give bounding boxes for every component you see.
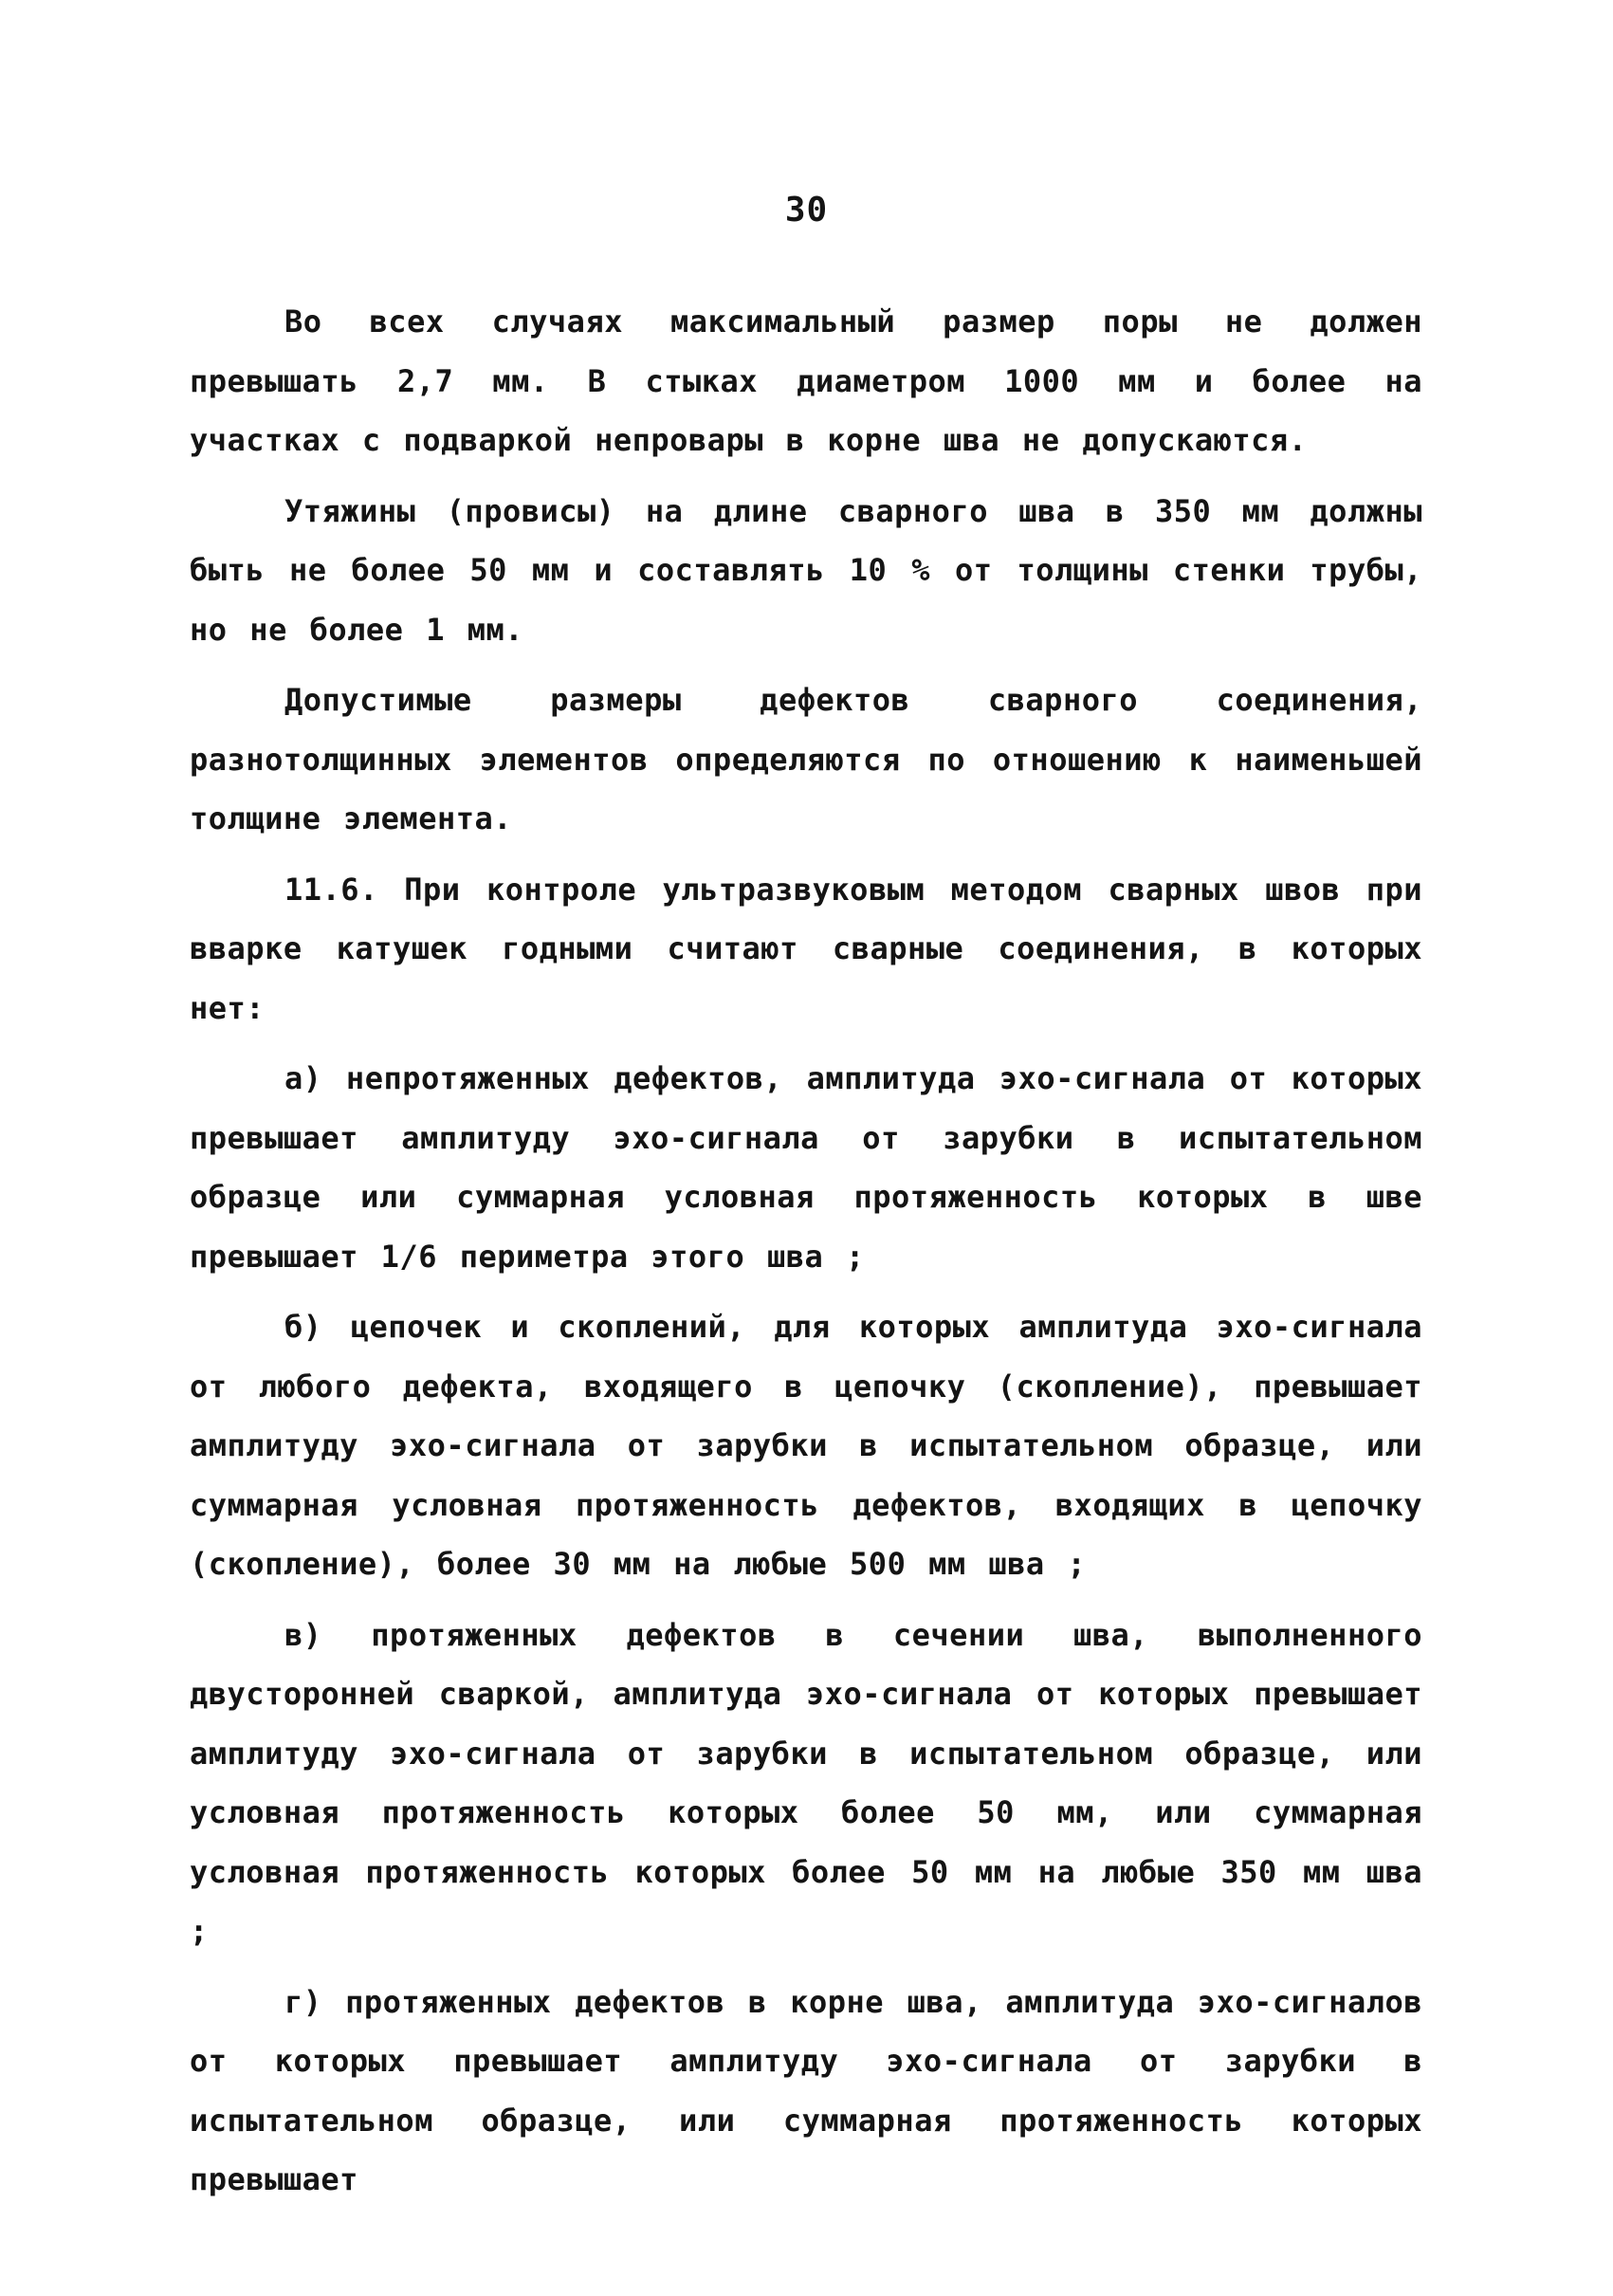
list-item-a: а) непротяженных дефектов, амплитуда эхо-сигнала от которых превышает амплитуду эхо-сигнала от зарубки в испытательном образце или суммарная условная протяженность которых в шве превышает 1/6 периметра этого шва ; — [190, 1060, 1422, 1275]
list-item-b: б) цепочек и скоплений, для которых амплитуда эхо-сигнала от любого дефекта, входящего в цепочку (скопление), превышает амплитуду эхо-сигнала от зарубки в испытательном образце, или суммарная условная протяженность дефектов, входящих в цепочку (скопление), более 30 мм на любые 500 мм шва ; — [190, 1309, 1422, 1582]
paragraph-pore-size: Во всех случаях максимальный размер поры не должен превышать 2,7 мм. В стыках диаметром 1000 мм и более на участках с подваркой непровары в корне шва не допускаются. — [190, 303, 1422, 458]
paragraph-allowable-defects: Допустимые размеры дефектов сварного соединения, разнотолщинных элементов определяются по отношению к наименьшей толщине элемента. — [190, 682, 1422, 836]
document-body — [190, 292, 1422, 2221]
paragraph-section-11-6: 11.6. При контроле ультразвуковым методом сварных швов при вварке катушек годными считают сварные соединения, в которых нет: — [190, 871, 1422, 1026]
paragraph-sagging: Утяжины (провисы) на длине сварного шва в 350 мм должны быть не более 50 мм и составлять 10 % от толщины стенки трубы, но не более 1 мм. — [190, 492, 1422, 648]
page-number: 30 — [784, 191, 829, 230]
list-item-v: в) протяженных дефектов в сечении шва, выполненного двусторонней сваркой, амплитуда эхо-сигнала от которых превышает амплитуду эхо-сигнала от зарубки в испытательном образце, или условная протяженность которых более 50 мм, или суммарная условная протяженность которых более 50 мм на любые 350 мм шва ; — [190, 1616, 1422, 1949]
list-item-g: г) протяженных дефектов в корне шва, амплитуда эхо-сигналов от которых превышает амплитуду эхо-сигнала от зарубки в испытательном образце, или суммарная протяженность которых превышает — [190, 1983, 1422, 2197]
